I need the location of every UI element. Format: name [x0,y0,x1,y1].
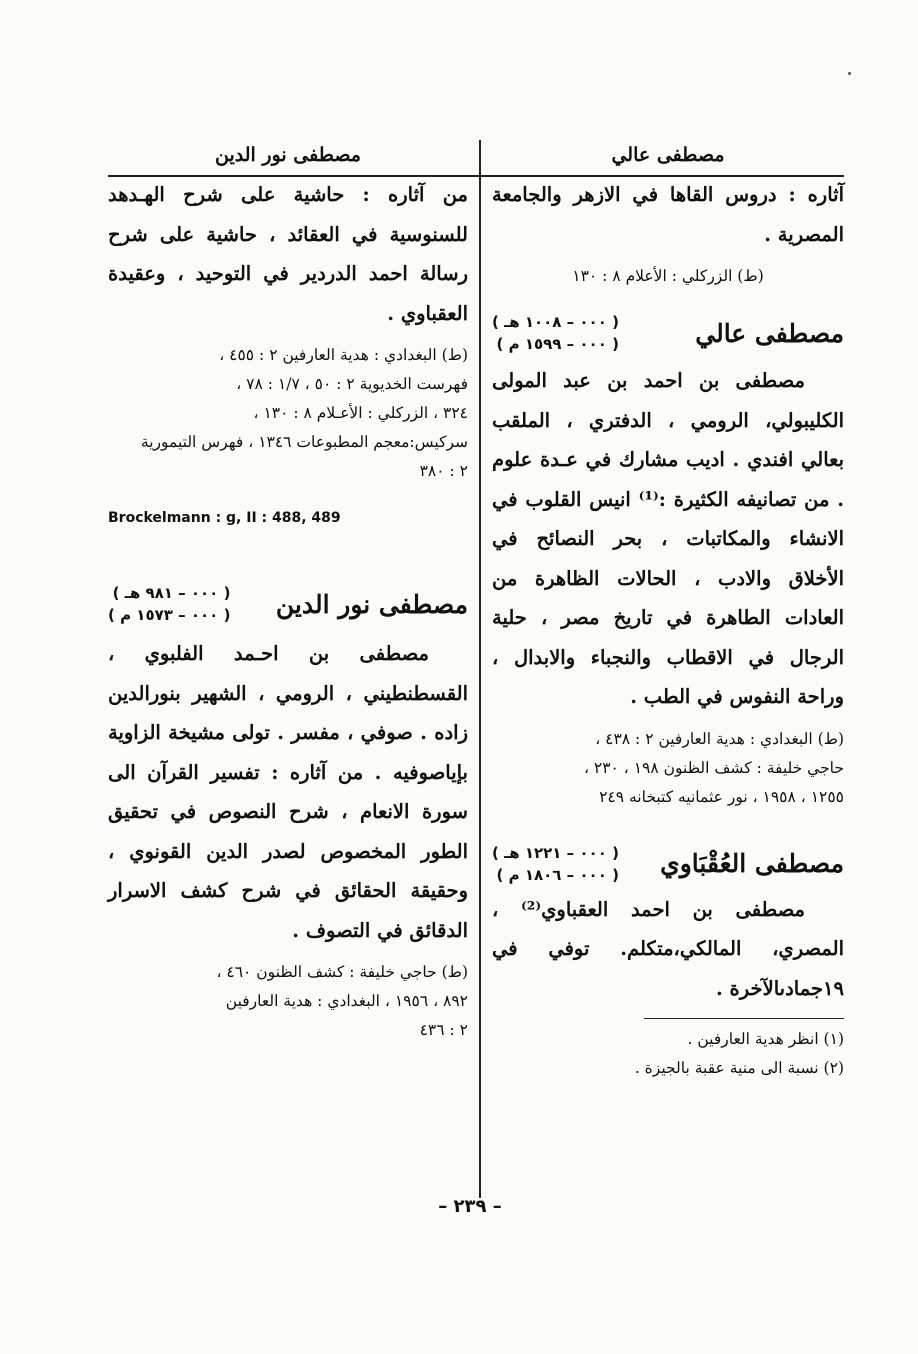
entry-body: مصطفى بن احـمد الفلبوي ، القسطنطيني ، الرومي ، الشهير بنورالدين زاده . صوفي ، مفسر . تولى مشيخة الزاوية بإياصوفيه . من آثاره : تفسير القرآن الى سورة الانعام ، شرح النصوص في تحقيق الطور المخصوص لصدر الدين القونوي ، وحقيقة الحقائق في شرح كشف الاسرار الدقائق في التصوف . [108,642,468,942]
ref-line: ٨٩٢ ، ١٩٥٦ ، البغدادي : هدية العارفين [225,992,468,1010]
page-number: – ٢٣٩ – [438,1196,502,1217]
ref-line: (ط) حاجي خليفة : كشف الظنون ٤٦٠ ، [216,963,468,981]
right-column [492,140,844,1083]
footnote: (١) انظر هدية العارفين . [687,1030,844,1048]
dates-miladi: ( ٠٠٠ – ١٥٧٣ م ) [108,606,231,624]
ref-line: (ط) البغدادي : هدية العارفين ٢ : ٤٣٨ ، [595,729,844,748]
ref-line: (ط) البغدادي : هدية العارفين ٢ : ٤٥٥ ، [219,346,468,364]
entry-body: مصطفى بن احمد بن عبد المولى الكليبولي، الرومي ، الدفتري ، الملقب بعالي افندي . اديب مشارك في عـدة علوم . من تصانيفه الكثيرة :⁽¹⁾ انيس القلوب في الانشاء والمكاتبات ، بحر النصائح في الأخلاق والادب ، الحالات الظاهرة من العادات الطاهرة في تاريخ مصر ، حلية الرجال في الاقطاب والنجباء والابدال ، وراحة النفوس في الطب . [492,369,844,708]
entry-heading-nur-al-din [108,582,468,626]
footnote: (٢) نسبة الى منية عقبة بالجيزة . [634,1059,844,1077]
left-column [108,140,468,1045]
entry-refs [108,958,468,1045]
entry-heading-mustafa-ali [492,311,844,355]
dates-hijri: ( ٠٠٠ – ٩٨١ هـ ) [112,584,231,602]
right-running-head: مصطفى عالي [611,144,725,166]
right-intro-ref: (ط) الزركلي : الأعلام ٨ : ١٣٠ [572,267,764,285]
ref-line: سركيس:معجم المطبوعات ١٣٤٦ ، فهرس التيمورية [140,433,468,451]
entry-body: مصطفى بن احمد العقباوي⁽²⁾ ، المصري، المالكي،متكلم. توفي في ١٩جمادىالآخرة . [492,897,844,1000]
entry-heading-mustafa-uqbawi [492,842,844,886]
footnotes [492,1025,844,1083]
dates-miladi: ( ٠٠٠ – ١٨٠٦ م ) [496,865,619,884]
dates-hijri: ( ٠٠٠ – ١٠٠٨ هـ ) [492,313,619,331]
left-running-head: مصطفى نور الدين [215,144,361,166]
right-intro-text: آثاره : دروس القاها في الازهر والجامعة المصرية . [492,183,844,246]
left-intro-refs [108,341,468,486]
ref-line: ٣٢٤ ، الزركلي : الأعـلام ٨ : ١٣٠ ، [253,404,468,422]
page-speck [848,72,851,75]
left-intro-text: من آثاره : حاشية على شرح الهـدهد للسنوسية في العقائد ، حاشية على شرح رسالة احمد الدردير في التوحيد ، وعقيدة العقباوي . [108,183,468,325]
entry-name: مصطفى نور الدين [275,589,468,619]
dates-hijri: ( ٠٠٠ – ١٢٢١ هـ ) [492,843,619,862]
entry-refs [492,725,844,812]
ref-line: حاجي خليفة : كشف الظنون ١٩٨ ، ٢٣٠ ، [583,758,844,777]
dates-miladi: ( ٠٠٠ – ١٥٩٩ م ) [496,335,619,353]
latin-ref: Brockelmann : g, II : 488, 489 [108,510,341,526]
entry-dates [492,842,619,886]
column-divider [479,140,481,1198]
ref-line: ٢ : ٤٣٦ [419,1021,468,1039]
ref-line: فهرست الخديوية ٢ : ٥٠ ، ١/٧ : ٧٨ ، [236,375,468,393]
entry-dates [492,311,619,355]
ref-line: ١٢٥٥ ، ١٩٥٨ ، نور عثمانيه كتبخانه ٢٤٩ [599,787,844,806]
entry-name: مصطفى عالي [695,318,844,348]
ref-line: ٢ : ٣٨٠ [419,462,468,480]
footnote-separator [644,1018,844,1019]
entry-name: مصطفى العُقْبَاوي [660,849,844,878]
entry-dates [108,582,230,626]
